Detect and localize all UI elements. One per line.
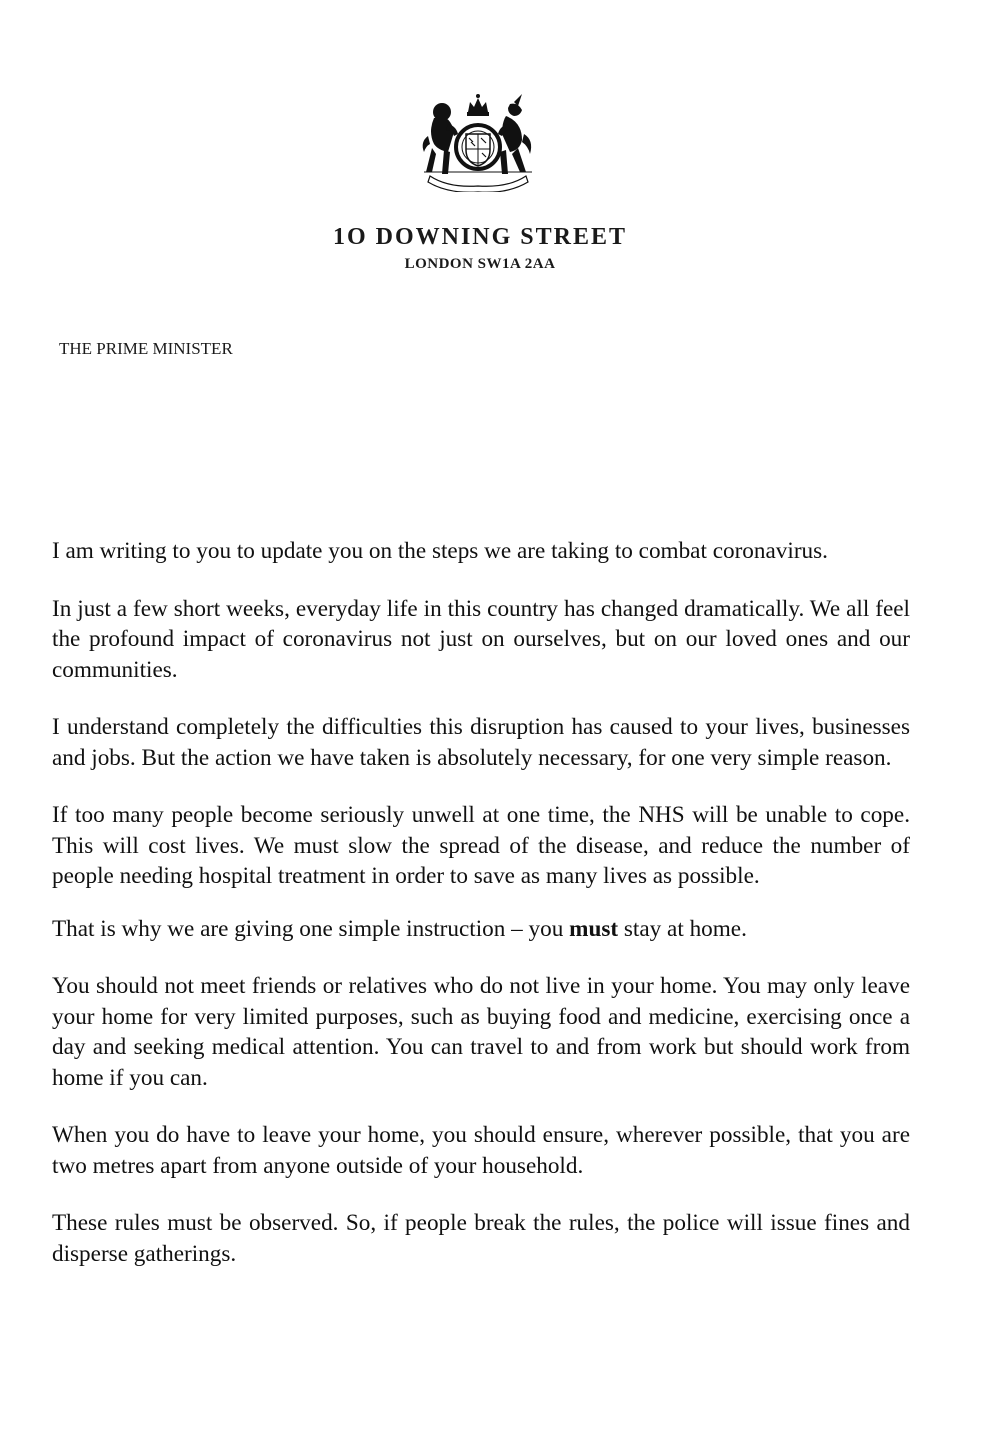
paragraph-1: I am writing to you to update you on the steps we are taking to combat coronavirus.: [52, 538, 828, 564]
paragraph-5-emphasis: must: [569, 915, 619, 942]
sender-office: THE PRIME MINISTER: [59, 339, 233, 358]
royal-coat-of-arms-icon: [418, 92, 538, 192]
paragraph-2: In just a few short weeks, everyday life in this country has changed dramatically. We all feel the profound impact of coronavirus not just on ourselves, but on our loved ones and our communities.: [52, 595, 910, 683]
paragraph-5-after: stay at home.: [618, 915, 747, 942]
address-line-street: 1O DOWNING STREET: [332, 224, 628, 250]
paragraph-4: If too many people become seriously unwell at one time, the NHS will be unable to cope. This will cost lives. We must slow the spread of the disease, and reduce the number of people needing hospital treatment in order to save as many lives as possible.: [52, 802, 910, 889]
paragraph-3: I understand completely the difficulties this disruption has caused to your lives, businesses and jobs. But the action we have taken is absolutely necessary, for one very simple reason.: [52, 714, 910, 771]
letter-body: [52, 536, 910, 1296]
paragraph-5-before: That is why we are giving one simple instruction – you: [52, 915, 570, 942]
paragraph-8: These rules must be observed. So, if people break the rules, the police will issue fines and disperse gatherings.: [52, 1210, 910, 1267]
address-line-city: LONDON SW1A 2AA: [404, 256, 556, 272]
paragraph-6: You should not meet friends or relatives who do not live in your home. You may only leave your home for very limited purposes, such as buying food and medicine, exercising once a day and seeking medical attention. You can travel to and from work but should work from home if you can.: [52, 973, 910, 1091]
paragraph-7: When you do have to leave your home, you should ensure, wherever possible, that you are two metres apart from anyone outside of your household.: [52, 1122, 910, 1179]
paragraph-5: [52, 914, 910, 945]
letterhead-address: [0, 222, 960, 275]
